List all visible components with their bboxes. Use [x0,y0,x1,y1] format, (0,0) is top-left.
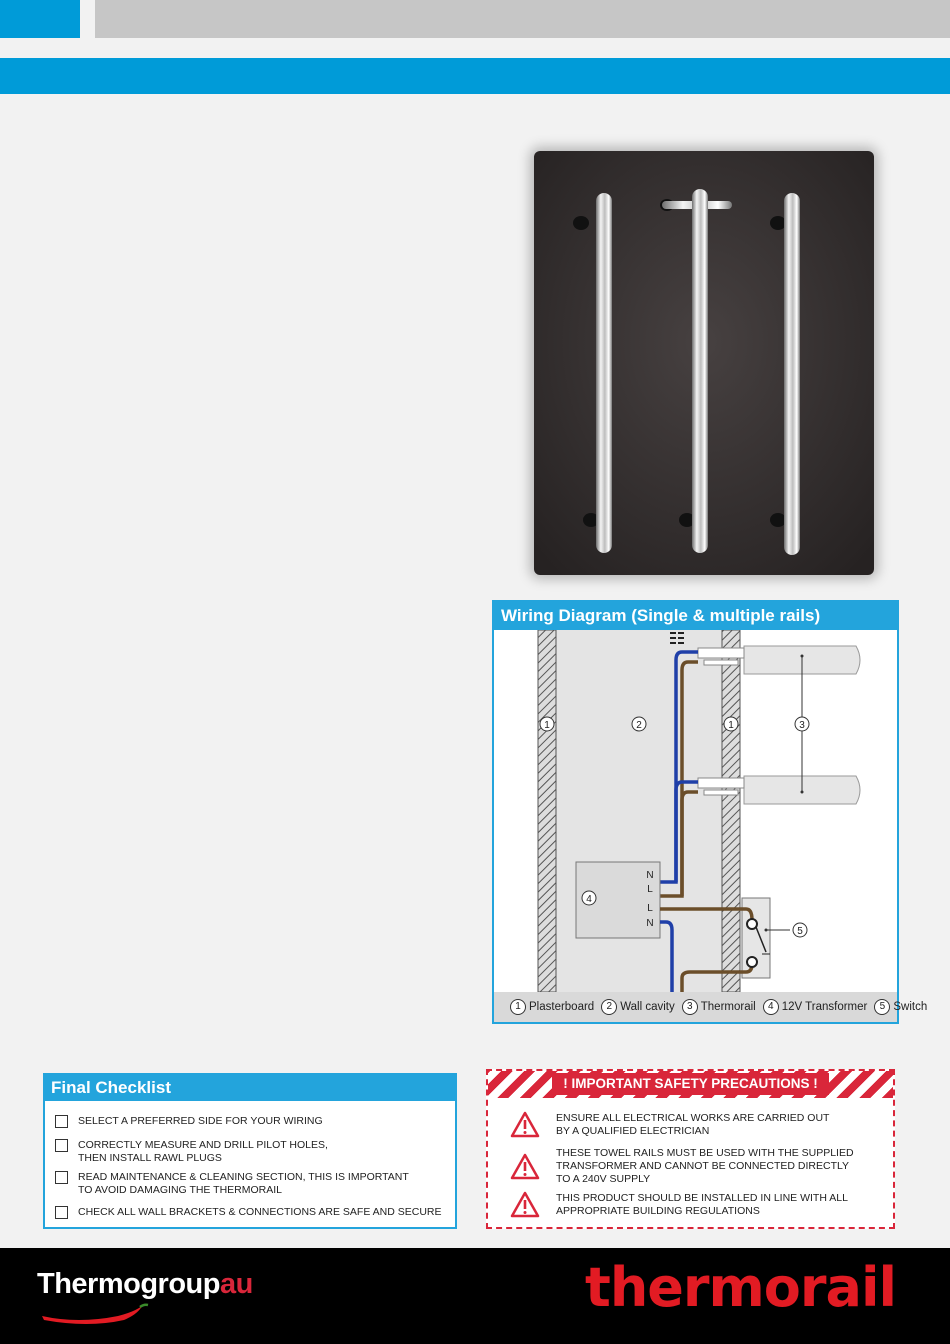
warning-icon [510,1153,540,1180]
safety-title-banner [488,1071,893,1098]
callout-3: 3 [799,720,805,731]
callout-2: 2 [636,720,642,731]
legend-item: 1 Plasterboard [510,999,594,1015]
checklist-item: READ MAINTENANCE & CLEANING SECTION, THIS IS IMPORTANT TO AVOID DAMAGING THE THERMORAIL [55,1171,425,1196]
wiring-drawing [494,630,897,992]
terminal-l-top: L [647,884,653,895]
checkbox[interactable] [55,1206,68,1219]
terminal-n-top: N [646,870,654,881]
connector-bottom [698,778,744,788]
wiring-diagram-title: Wiring Diagram (Single & multiple rails) [494,602,897,630]
footer [0,1248,950,1344]
thermorail-logo: thermorail [585,1256,896,1319]
legend-item: 5 Switch [874,999,927,1015]
safety-item: THESE TOWEL RAILS MUST BE USED WITH THE SUPPLIED TRANSFORMER AND CANNOT BE CONNECTED DIRECTLY TO A 240V SUPPLY [510,1147,860,1186]
product-photo [534,151,874,575]
header-accent-block [0,0,80,38]
header-grey-bar [95,0,950,38]
callout-1-right: 1 [728,720,734,731]
callout-1-left: 1 [544,720,550,731]
terminal-n-bottom: N [646,918,654,929]
callout-5: 5 [797,926,803,937]
warning-icon [510,1191,540,1218]
checkbox[interactable] [55,1139,68,1152]
checklist-item: SELECT A PREFERRED SIDE FOR YOUR WIRING [55,1115,375,1128]
legend-item: 3 Thermorail [682,999,756,1015]
checkbox[interactable] [55,1171,68,1184]
callout-4: 4 [586,894,592,905]
safety-item: THIS PRODUCT SHOULD BE INSTALLED IN LINE WITH ALL APPROPRIATE BUILDING REGULATIONS [510,1191,850,1218]
connector-top [698,648,744,658]
final-checklist [43,1073,457,1229]
checklist-item: CORRECTLY MEASURE AND DRILL PILOT HOLES, THEN INSTALL RAWL PLUGS [55,1139,355,1164]
plasterboard-left [538,630,556,992]
plasterboard-right [722,630,740,992]
wiring-diagram [492,600,928,1024]
section-band [0,58,950,94]
checklist-item: CHECK ALL WALL BRACKETS & CONNECTIONS ARE SAFE AND SECURE [55,1206,445,1219]
safety-precautions [486,1069,895,1229]
safety-item: ENSURE ALL ELECTRICAL WORKS ARE CARRIED OUT BY A QUALIFIED ELECTRICIAN [510,1111,840,1138]
legend-item: 2 Wall cavity [601,999,675,1015]
warning-icon [510,1111,540,1138]
thermogroup-logo: Thermogroupau [37,1268,253,1300]
checklist-title: Final Checklist [45,1075,455,1101]
terminal-l-bottom: L [647,903,653,914]
safety-title: ! IMPORTANT SAFETY PRECAUTIONS ! [552,1073,829,1095]
legend-item: 4 12V Transformer [763,999,868,1015]
wiring-legend [494,992,928,1022]
chili-pepper-icon [38,1302,150,1326]
checkbox[interactable] [55,1115,68,1128]
